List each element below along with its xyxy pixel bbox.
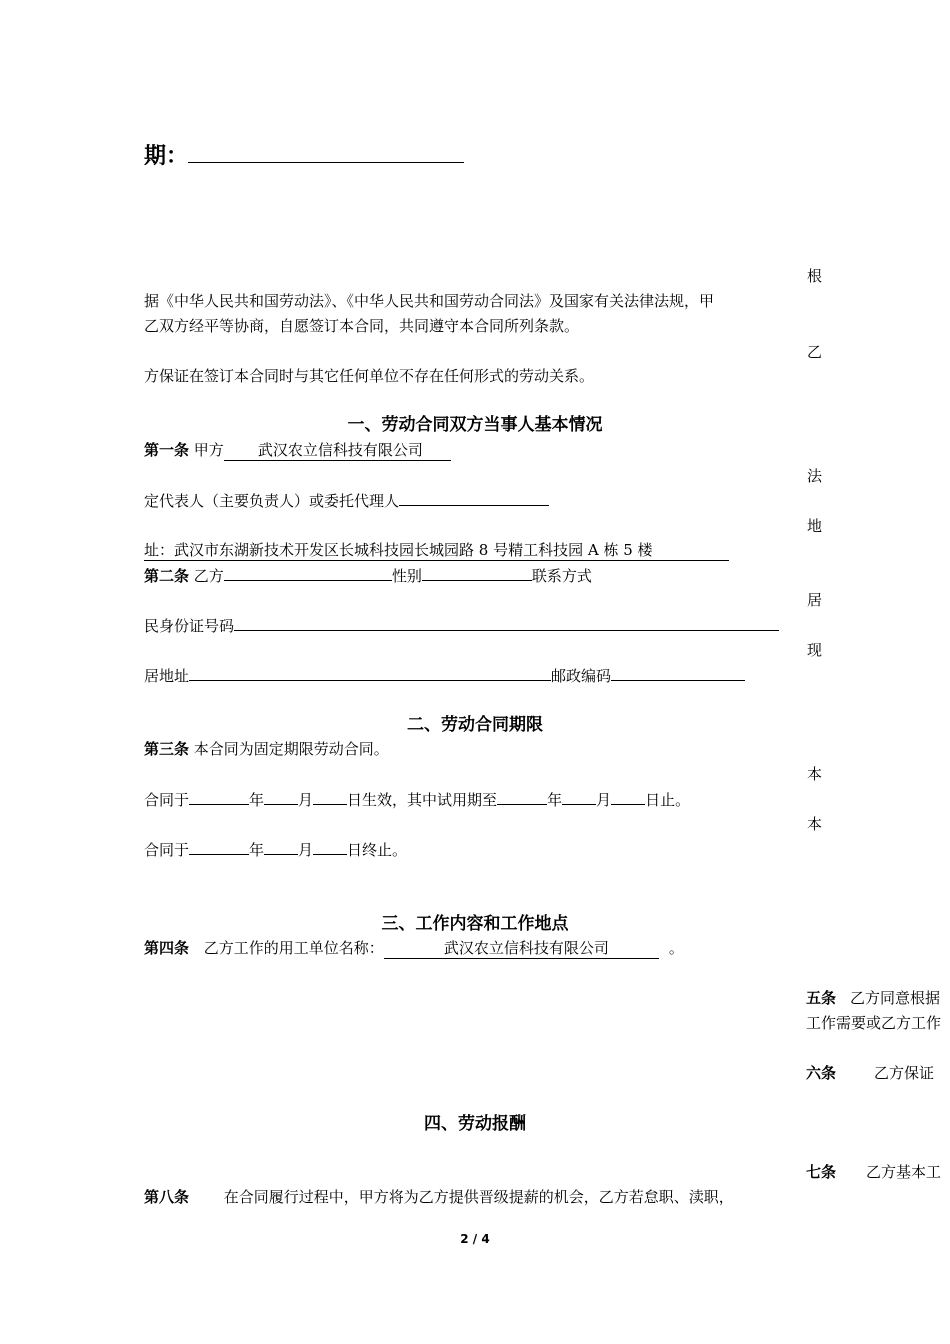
representative-line: [144, 490, 549, 511]
start-year-blank[interactable]: [189, 789, 249, 805]
period-blank[interactable]: [188, 138, 464, 163]
residence-label: 居地址: [144, 667, 190, 685]
trial-month-blank[interactable]: [562, 789, 596, 805]
trial-day-blank[interactable]: [611, 789, 645, 805]
employee-name-blank[interactable]: [224, 565, 392, 581]
article-2-party: 乙方: [193, 567, 224, 585]
end-year-blank[interactable]: [189, 839, 249, 855]
employer-address-field[interactable]: 址：武汉市东湖新技术开发区长城科技园长城园路 8 号精工科技园 A 栋 5 楼: [144, 540, 729, 561]
article-7-fragment: 七条 乙方基本工: [806, 1163, 942, 1181]
effective-line: 合同于 年 月 日生效，其中试用期至 年 月 日止。: [144, 791, 691, 809]
side-char-1: 根: [807, 267, 823, 285]
section-4-heading: 四、劳动报酬: [424, 1114, 526, 1134]
article-3-label: 第三条: [144, 740, 190, 758]
section-2-heading: 二、劳动合同期限: [407, 715, 543, 735]
trial-year-blank[interactable]: [497, 789, 547, 805]
postcode-label: 邮政编码: [551, 667, 612, 685]
start-day-blank[interactable]: [313, 789, 347, 805]
intro-line-2: 乙双方经平等协商，自愿签订本合同，共同遵守本合同所列条款。: [144, 317, 580, 335]
intro-line-3: 方保证在签订本合同时与其它任何单位不存在任何形式的劳动关系。: [144, 367, 595, 385]
article-2: [144, 565, 592, 586]
article-8-label: 第八条: [144, 1188, 190, 1206]
side-char-6: 现: [807, 641, 823, 659]
residence-line: [144, 665, 745, 686]
intro-line-1: 据《中华人民共和国劳动法》、《中华人民共和国劳动合同法》及国家有关法律法规，甲: [144, 292, 715, 310]
section-1-heading: 一、劳动合同双方当事人基本情况: [347, 415, 603, 435]
postcode-blank[interactable]: [611, 665, 745, 681]
work-unit-field[interactable]: 武汉农立信科技有限公司: [384, 938, 659, 959]
article-3: [144, 739, 389, 759]
end-month-blank[interactable]: [264, 839, 298, 855]
side-char-3: 法: [807, 467, 823, 485]
period-label: 期：: [144, 138, 464, 170]
representative-label: 定代表人（主要负责人）或委托代理人: [144, 492, 400, 510]
gender-label: 性别: [391, 567, 422, 585]
article-8: [144, 1187, 734, 1207]
article-1: [144, 440, 451, 461]
id-line: [144, 615, 779, 636]
id-label: 民身份证号码: [144, 617, 235, 635]
side-char-7: 本: [807, 765, 823, 783]
residence-blank[interactable]: [189, 665, 551, 681]
article-1-label: 第一条: [144, 441, 190, 459]
article-2-label: 第二条: [144, 567, 190, 585]
contact-label: 联系方式: [531, 567, 592, 585]
employer-address-line: [144, 540, 729, 561]
start-month-blank[interactable]: [264, 789, 298, 805]
side-char-5: 居: [807, 591, 823, 609]
representative-blank[interactable]: [399, 490, 549, 506]
section-3-heading: 三、工作内容和工作地点: [381, 914, 569, 934]
id-number-blank[interactable]: [234, 615, 779, 631]
page-number: 2 / 4: [460, 1232, 490, 1246]
article-4-text: 乙方工作的用工单位名称：: [203, 939, 384, 957]
end-day-blank[interactable]: [313, 839, 347, 855]
end-line: 合同于 年 月 日终止。: [144, 841, 408, 859]
side-char-4: 地: [807, 517, 823, 535]
article-1-party: 甲方: [193, 441, 224, 459]
article-4: 第四条 乙方工作的用工单位名称： 武汉农立信科技有限公司 。: [144, 939, 684, 957]
article-6-fragment: 六条 乙方保证: [806, 1064, 935, 1082]
side-char-8: 本: [807, 815, 823, 833]
article-3-text: 本合同为固定期限劳动合同。: [193, 740, 389, 758]
article-8-text: 在合同履行过程中，甲方将为乙方提供晋级提薪的机会，乙方若怠职、渎职，: [223, 1188, 734, 1206]
article-4-label: 第四条: [144, 939, 190, 957]
article-5-fragment: 五条 乙方同意根据: [806, 989, 941, 1007]
article-5-line-2: 工作需要或乙方工作: [806, 1014, 942, 1032]
gender-blank[interactable]: [422, 565, 532, 581]
side-char-2: 乙: [807, 343, 823, 361]
employer-name-field[interactable]: 武汉农立信科技有限公司: [224, 440, 451, 461]
